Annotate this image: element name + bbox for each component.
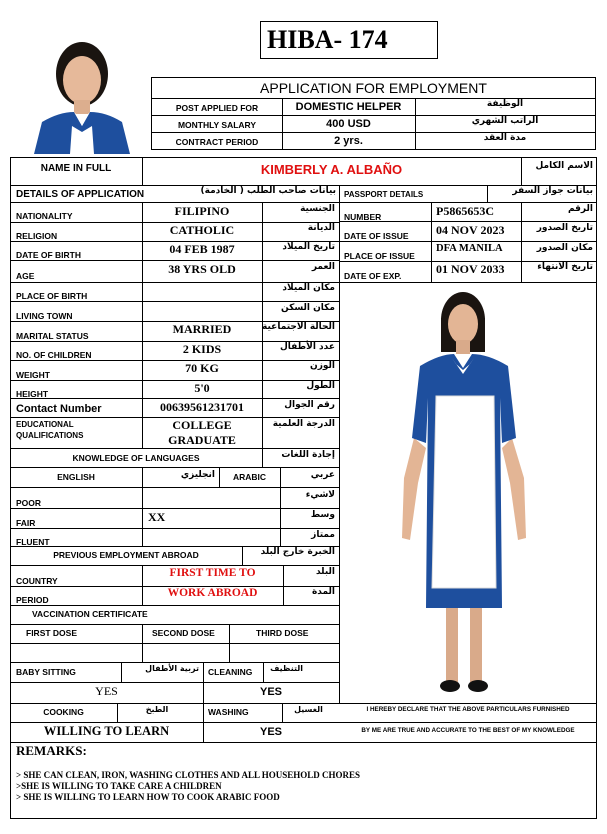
expiry-date-value: 01 NOV 2033 — [436, 262, 505, 276]
expiry-date-arabic: تاريخ الانتهاء — [537, 262, 593, 272]
living-town-label: LIVING TOWN — [16, 311, 73, 321]
children-label: NO. OF CHILDREN — [16, 350, 92, 360]
english-label: ENGLISH — [57, 472, 95, 482]
vaccination-label: VACCINATION CERTIFICATE — [32, 609, 148, 619]
monthly-salary-value: 400 USD — [326, 118, 371, 130]
arabic-arabic: عربي — [310, 470, 335, 480]
marital-status-arabic: الحالة الاجتماعية — [262, 322, 335, 332]
religion-arabic: الديانة — [307, 223, 335, 233]
washing-arabic: الغسيل — [294, 705, 323, 714]
details-label: DETAILS OF APPLICATION — [16, 189, 145, 200]
portrait-photo — [14, 30, 150, 154]
fluent-label: FLUENT — [16, 537, 50, 547]
declaration-line1: I HEREBY DECLARE THAT THE ABOVE PARTICULARS FURNISHED — [366, 706, 570, 713]
weight-value: 70 KG — [185, 361, 219, 375]
name-value: KIMBERLY A. ALBAÑO — [260, 162, 403, 177]
remarks-title: REMARKS: — [16, 743, 87, 758]
monthly-salary-arabic: الراتب الشهري — [471, 116, 539, 126]
washing-value: YES — [259, 726, 282, 738]
period-label: PERIOD — [16, 595, 49, 605]
third-dose-label: THIRD DOSE — [256, 628, 309, 638]
passport-label: PASSPORT DETAILS — [344, 190, 424, 199]
country-arabic: البلد — [315, 567, 335, 577]
previous-employment-label: PREVIOUS EMPLOYMENT ABROAD — [53, 550, 199, 560]
religion-label: RELIGION — [16, 231, 58, 241]
height-label: HEIGHT — [16, 389, 49, 399]
pob-label: PLACE OF BIRTH — [16, 291, 88, 301]
fair-label: FAIR — [16, 518, 36, 528]
remarks-box — [10, 743, 597, 819]
baby-sitting-arabic: تربية الأطفال — [145, 664, 199, 673]
details-arabic: بيانات صاحب الطلب ( الخادمة) — [200, 186, 336, 196]
children-value: 2 KIDS — [182, 342, 222, 356]
issue-place-arabic: مكان الصدور — [536, 243, 593, 253]
cleaning-value: YES — [259, 686, 282, 698]
arabic-label: ARABIC — [232, 472, 267, 482]
marital-status-value: MARRIED — [172, 322, 232, 336]
cooking-label: COOKING — [43, 707, 84, 717]
washing-label: WASHING — [208, 707, 249, 717]
fluent-arabic: ممتاز — [311, 530, 335, 540]
expiry-date-label: DATE OF EXP. — [344, 271, 402, 281]
passport-arabic: بيانات جواز السفر — [512, 186, 593, 196]
living-town-arabic: مكان السكن — [281, 303, 335, 313]
period-value: WORK ABROAD — [167, 587, 258, 599]
issue-date-value: 04 NOV 2023 — [436, 223, 505, 237]
pob-arabic: مكان الميلاد — [282, 283, 335, 293]
country-label: COUNTRY — [16, 576, 58, 586]
issue-place-label: PLACE OF ISSUE — [344, 251, 415, 261]
age-label: AGE — [16, 271, 35, 281]
age-value: 38 YRS OLD — [168, 262, 236, 276]
languages-arabic: إجادة اللغات — [281, 450, 335, 460]
fair-english-mark: XX — [148, 510, 166, 524]
contract-period-label: CONTRACT PERIOD — [175, 137, 259, 147]
education-label-line2: QUALIFICATIONS — [16, 431, 84, 440]
name-label: NAME IN FULL — [40, 163, 112, 174]
full-body-photo — [390, 288, 540, 702]
cooking-arabic: الطبخ — [145, 705, 169, 714]
remark-item: > SHE IS WILLING TO LEARN HOW TO COOK ARABIC FOOD — [16, 792, 280, 802]
country-value: FIRST TIME TO — [169, 567, 256, 579]
declaration-line2: BY ME ARE TRUE AND ACCURATE TO THE BEST OF MY KNOWLEDGE — [361, 727, 575, 734]
application-header-table — [151, 77, 596, 150]
reference-code-box — [260, 21, 438, 59]
post-applied-arabic: الوظيفة — [486, 99, 524, 109]
issue-date-label: DATE OF ISSUE — [344, 231, 409, 241]
education-value-line1: COLLEGE — [172, 418, 232, 432]
contact-label: Contact Number — [16, 403, 102, 415]
nationality-label: NATIONALITY — [16, 211, 73, 221]
dob-arabic: تاريخ الميلاد — [282, 242, 335, 252]
form-title: APPLICATION FOR EMPLOYMENT — [260, 80, 487, 96]
education-label-line1: EDUCATIONAL — [16, 420, 74, 429]
dob-label: DATE OF BIRTH — [16, 250, 82, 260]
baby-sitting-value: YES — [95, 684, 118, 698]
passport-number-value: P5865653C — [436, 204, 494, 218]
contact-arabic: رقم الجوال — [284, 400, 335, 410]
english-arabic: انجليزي — [180, 470, 215, 480]
remark-item: >SHE IS WILLING TO TAKE CARE A CHILDREN — [16, 781, 222, 791]
dob-value: 04 FEB 1987 — [169, 242, 235, 256]
issue-place-value: DFA MANILA — [436, 243, 503, 254]
previous-employment-arabic: الخبرة خارج البلد — [260, 547, 335, 557]
baby-sitting-label: BABY SITTING — [16, 667, 76, 677]
second-dose-label: SECOND DOSE — [152, 628, 215, 638]
languages-label: KNOWLEDGE OF LANGUAGES — [72, 453, 200, 463]
education-value-line2: GRADUATE — [168, 433, 236, 447]
passport-number-label: NUMBER — [344, 212, 382, 222]
post-applied-label: POST APPLIED FOR — [175, 103, 259, 113]
fair-arabic: وسط — [310, 510, 335, 520]
monthly-salary-label: MONTHLY SALARY — [177, 120, 257, 130]
nationality-value: FILIPINO — [174, 204, 230, 218]
age-arabic: العمر — [311, 262, 335, 272]
weight-arabic: الوزن — [310, 361, 335, 371]
weight-label: WEIGHT — [16, 370, 50, 380]
marital-status-label: MARITAL STATUS — [16, 331, 89, 341]
period-arabic: المدة — [311, 587, 335, 597]
name-arabic: الاسم الكامل — [535, 161, 593, 171]
cleaning-arabic: التنظيف — [270, 664, 303, 673]
height-arabic: الطول — [306, 381, 335, 391]
height-value: 5'0 — [194, 381, 210, 395]
remark-item: > SHE CAN CLEAN, IRON, WASHING CLOTHES AND ALL HOUSEHOLD CHORES — [16, 770, 361, 780]
poor-label: POOR — [16, 498, 42, 508]
passport-number-arabic: الرقم — [567, 204, 593, 214]
children-arabic: عدد الأطفال — [279, 342, 335, 352]
post-applied-value: DOMESTIC HELPER — [295, 101, 402, 113]
cooking-value: WILLING TO LEARN — [43, 724, 170, 738]
reference-code: HIBA- 174 — [267, 25, 388, 54]
poor-arabic: لاشيء — [305, 490, 335, 500]
issue-date-arabic: تاريخ الصدور — [536, 223, 593, 233]
remarks-label: REMARKS — [16, 743, 83, 758]
nationality-arabic: الجنسية — [300, 204, 335, 214]
religion-value: CATHOLIC — [169, 223, 235, 237]
cleaning-label: CLEANING — [208, 667, 253, 677]
contact-value: 00639561231701 — [160, 400, 244, 414]
education-arabic: الدرجة العلمية — [272, 419, 335, 429]
contract-period-arabic: مدة العقد — [483, 133, 527, 143]
first-dose-label: FIRST DOSE — [26, 628, 78, 638]
contract-period-value: 2 yrs. — [334, 135, 363, 147]
